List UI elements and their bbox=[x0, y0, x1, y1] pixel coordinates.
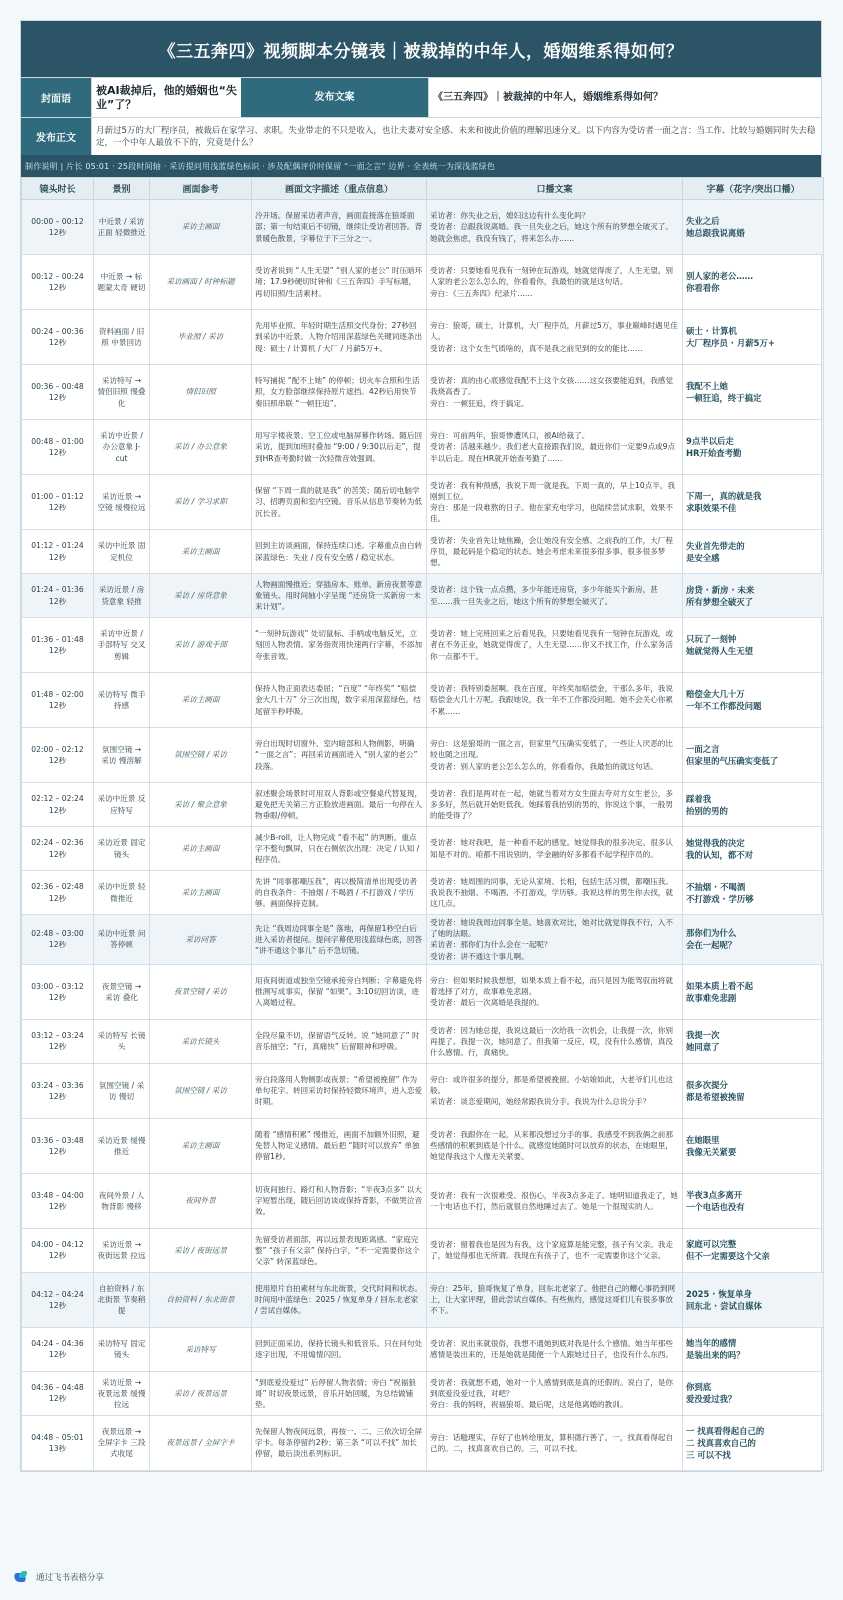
header-sub: 字幕（花字/突出口播） bbox=[683, 178, 824, 200]
cell-time[interactable]: 01:36 – 01:48 12秒 bbox=[22, 618, 94, 673]
header-desc: 画面文字描述（重点信息） bbox=[252, 178, 427, 200]
table-row[interactable] bbox=[22, 783, 824, 827]
cell-voice[interactable]: 受访者：她上完班回来之后看见我，只要她看见我有一刻钟在玩游戏，或者在不务正业，她就觉得废了，人生无望……你又不找工作，什么家务活你一点都不干。 bbox=[427, 618, 683, 673]
cell-sub[interactable]: 那你们为什么 会在一起呢？ bbox=[683, 915, 824, 965]
table-row[interactable] bbox=[22, 1371, 824, 1415]
cell-shot[interactable]: 中近景 / 采访正面 轻微推近 bbox=[94, 200, 150, 255]
cell-desc[interactable]: 旁白段落用人物侧影或夜景；“希望被挽留” 作为单句花字。转回采访时保持轻微环境声，进入恋爱时期。 bbox=[252, 1063, 427, 1118]
cell-time[interactable]: 00:12 – 00:24 12秒 bbox=[22, 255, 94, 310]
table-row[interactable] bbox=[22, 1415, 824, 1470]
cell-sub[interactable]: 你到底 爱没爱过我？ bbox=[683, 1371, 824, 1415]
footer-text: 通过飞书表格分享 bbox=[36, 1573, 105, 1583]
cell-ref[interactable]: 氛围空镜 / 采访 bbox=[150, 728, 252, 783]
cell-desc[interactable]: 回到正面采访，保持长镜头和低音乐。只在问句处逐字出现，不用煽情闪回。 bbox=[252, 1327, 427, 1371]
cell-sub[interactable]: 下周一，真的就是我 求职效果不佳 bbox=[683, 475, 824, 530]
cell-time[interactable]: 04:24 – 04:36 12秒 bbox=[22, 1327, 94, 1371]
footer[interactable] bbox=[14, 1570, 104, 1584]
cell-sub[interactable]: 9点半以后走 HR开始查考勤 bbox=[683, 420, 824, 475]
cell-shot[interactable]: 采访近景 固定镜头 bbox=[94, 827, 150, 871]
cell-sub[interactable]: 在她眼里 我像无关紧要 bbox=[683, 1118, 824, 1173]
table-row[interactable] bbox=[22, 200, 824, 255]
meta-row-body bbox=[21, 117, 821, 155]
cell-time[interactable]: 01:00 – 01:12 12秒 bbox=[22, 475, 94, 530]
cell-voice[interactable]: 受访者：我有种预感，我说下周一就是我。下周一真的，早上10点半，我刚到工位。 旁白：那是一段难熬的日子。他在家充电学习，也陆续尝试求职，效果不佳。 bbox=[427, 475, 683, 530]
cell-time[interactable]: 02:48 – 03:00 12秒 bbox=[22, 915, 94, 965]
cell-desc[interactable]: 随着 “感情积累” 慢推近，画面不加额外旧照，避免替人物定义感情。最后把 “随时可以放弃” 单独停留1秒。 bbox=[252, 1118, 427, 1173]
cell-shot[interactable]: 采访特写 → 情侣旧照 慢叠化 bbox=[94, 365, 150, 420]
cell-shot[interactable]: 自拍资料 / 东北街景 节奏稍提 bbox=[94, 1272, 150, 1327]
cell-voice[interactable]: 受访者：我就想不通，她对一个人感情到底是真的还假的。说白了，是你到底爱没爱过我，对吧？ 旁白：我的妈呀，祝福狼哥。最后呢，这是他离婚的教训。 bbox=[427, 1371, 683, 1415]
cell-shot[interactable]: 采访近景 → 空镜 缓慢拉远 bbox=[94, 475, 150, 530]
cell-shot[interactable]: 采访中近景 问答停顿 bbox=[94, 915, 150, 965]
cell-sub[interactable]: 半夜3点多离开 一个电话也没有 bbox=[683, 1173, 824, 1228]
cell-ref[interactable]: 采访主画面 bbox=[150, 530, 252, 574]
cell-ref[interactable]: 采访主画面 bbox=[150, 827, 252, 871]
body-text[interactable]: 月薪过5万的大厂程序员，被裁后在家学习、求职。失业带走的不只是收入，也让夫妻对安全感、未来和彼此价值的理解迅速分叉。以下内容为受访者一面之言：当工作、比较与婚姻同时失去稳定，一个中年人最放不下的，究竟是什么？ bbox=[91, 118, 821, 155]
cell-desc[interactable]: 受访者说到 “人生无望” “别人家的老公” 时压暗环境；17.9秒硬切时钟和《三五奔四》手写标题，再切旧照/生活素材。 bbox=[252, 255, 427, 310]
cell-shot[interactable]: 夜景远景 → 全屏字卡 三段式收尾 bbox=[94, 1415, 150, 1470]
cell-voice[interactable]: 受访者：她对我吧，是一种看不起的感觉。她觉得我的很多决定、很多认知是不对的。咱都不用说别的，学金融的好多都看不起学程序员的。 bbox=[427, 827, 683, 871]
cell-time[interactable]: 03:00 – 03:12 12秒 bbox=[22, 964, 94, 1019]
cell-shot[interactable]: 采访中近景 / 手部特写 交叉剪辑 bbox=[94, 618, 150, 673]
cell-ref[interactable]: 采访特写 bbox=[150, 1327, 252, 1371]
header-ref: 画面参考 bbox=[150, 178, 252, 200]
cell-shot[interactable]: 夜景空镜 → 采访 叠化 bbox=[94, 964, 150, 1019]
table-row[interactable] bbox=[22, 1118, 824, 1173]
cell-shot[interactable]: 氛围空镜 → 采访 慢溶解 bbox=[94, 728, 150, 783]
cell-time[interactable]: 00:36 – 00:48 12秒 bbox=[22, 365, 94, 420]
cell-voice[interactable]: 受访者：我们是两对在一起，她就当着对方女生面去夸对方女生老公，多多多好，然后就开始贬低我。她踩着我抬别的男的，你说这个事，一般男的能受得了？ bbox=[427, 783, 683, 827]
production-notes: 制作说明 | 片长 05:01 · 25段时间轴 · 采访提问用浅蓝绿色标识 · 涉及配偶评价时保留 “一面之言” 边界 · 全表统一为深浅蓝绿色 bbox=[21, 155, 821, 177]
cover-label: 封面语 bbox=[21, 78, 91, 117]
cell-shot[interactable]: 资料画面 / 旧照 中景回访 bbox=[94, 310, 150, 365]
cell-time[interactable]: 00:24 – 00:36 12秒 bbox=[22, 310, 94, 365]
cell-desc[interactable]: 全段尽量不切，保留语气反转。说 “她同意了” 时音乐抽空；“行，真痛快” 后留眼神和呼吸。 bbox=[252, 1019, 427, 1063]
cell-sub[interactable]: 房贷 · 新房 · 未来 所有梦想全破灭了 bbox=[683, 574, 824, 618]
cell-shot[interactable]: 采访中近景 轻微推近 bbox=[94, 871, 150, 915]
storyboard-table bbox=[21, 177, 824, 1471]
table-row[interactable] bbox=[22, 365, 824, 420]
cell-shot[interactable]: 采访特写 固定镜头 bbox=[94, 1327, 150, 1371]
table-row[interactable] bbox=[22, 530, 824, 574]
cell-ref[interactable]: 采访问答 bbox=[150, 915, 252, 965]
cell-sub[interactable]: 别人家的老公…… 你看看你 bbox=[683, 255, 824, 310]
table-row[interactable] bbox=[22, 420, 824, 475]
cell-ref[interactable]: 采访 / 游戏手部 bbox=[150, 618, 252, 673]
cell-sub[interactable]: 硕士 · 计算机 大厂程序员 · 月薪5万+ bbox=[683, 310, 824, 365]
table-row[interactable] bbox=[22, 1272, 824, 1327]
table-row[interactable] bbox=[22, 574, 824, 618]
cell-ref[interactable]: 采访 / 夜景远景 bbox=[150, 1371, 252, 1415]
cell-sub[interactable]: 一 找真看得起自己的 二 找真喜欢自己的 三 可以不找 bbox=[683, 1415, 824, 1470]
cell-shot[interactable]: 中近景 → 标题蒙太奇 硬切 bbox=[94, 255, 150, 310]
cell-ref[interactable]: 采访主画面 bbox=[150, 673, 252, 728]
cell-sub[interactable]: 只玩了一刻钟 她就觉得人生无望 bbox=[683, 618, 824, 673]
body-label: 发布正文 bbox=[21, 118, 91, 155]
cover-text[interactable]: 被AI裁掉后，他的婚姻也“失业”了？ bbox=[91, 78, 241, 117]
cell-time[interactable]: 03:36 – 03:48 12秒 bbox=[22, 1118, 94, 1173]
table-row[interactable] bbox=[22, 871, 824, 915]
cell-ref[interactable]: 夜景空镜 / 采访 bbox=[150, 964, 252, 1019]
cell-voice[interactable]: 旁白：这是狼哥的一面之言，但家里气压确实变低了，一些让人厌恶的比较也随之出现。 受访者：别人家的老公怎么怎么的，你看看你，我最怕的就这句话。 bbox=[427, 728, 683, 783]
page-title: 《三五奔四》视频脚本分镜表｜被裁掉的中年人，婚姻维系得如何？ bbox=[21, 21, 821, 77]
cell-ref[interactable]: 采访 / 学习求职 bbox=[150, 475, 252, 530]
header-shot: 景别 bbox=[94, 178, 150, 200]
cell-sub[interactable]: 我提一次 她同意了 bbox=[683, 1019, 824, 1063]
cell-ref[interactable]: 采访 / 房贷意象 bbox=[150, 574, 252, 618]
cell-sub[interactable]: 失业之后 她总跟我说离婚 bbox=[683, 200, 824, 255]
table-row[interactable] bbox=[22, 915, 824, 965]
cell-shot[interactable]: 采访近景 缓慢推近 bbox=[94, 1118, 150, 1173]
cell-time[interactable]: 00:00 – 00:12 12秒 bbox=[22, 200, 94, 255]
cell-sub[interactable]: 一面之言 但家里的气压确实变低了 bbox=[683, 728, 824, 783]
cell-sub[interactable]: 失业首先带走的 是安全感 bbox=[683, 530, 824, 574]
cell-voice[interactable]: 受访者：我特别委屈啊。我在百度，年终奖加赔偿金，干那么多年，我说赔偿金大几十万呢。我跟她说，我一年不工作都没问题。她不会关心你累不累…… bbox=[427, 673, 683, 728]
cell-shot[interactable]: 氛围空镜 / 采访 慢切 bbox=[94, 1063, 150, 1118]
cell-shot[interactable]: 采访中近景 固定机位 bbox=[94, 530, 150, 574]
table-row[interactable] bbox=[22, 673, 824, 728]
header-voice: 口播文案 bbox=[427, 178, 683, 200]
table-row[interactable] bbox=[22, 618, 824, 673]
cell-voice[interactable]: 旁白：25年，狼哥恢复了单身，回东北老家了。他把自己的糟心事扔到网上，让大家评理，借此尝试自媒体。有些焦灼，感觉这哥们儿有很多事放不下。 bbox=[427, 1272, 683, 1327]
cell-desc[interactable]: “到底爱没爱过” 后停留人物表情；旁白 “祝福狼哥” 时切夜景远景，音乐开始回暖，为总结做铺垫。 bbox=[252, 1371, 427, 1415]
table-row[interactable] bbox=[22, 1228, 824, 1272]
cell-voice[interactable]: 受访者：她说我周边同事全是。她喜欢对比，她对比就觉得我不行，入不了她的法眼。 采访者：那你们为什么会在一起呢？ 受访者：讲不通这个事儿啊。 bbox=[427, 915, 683, 965]
cell-voice[interactable]: 旁白：可前两年，狼哥惨遭风口，被AI给裁了。 受访者：活越来越少。我们老大直接跟我们说，最近你们一定要9点或9点半以后走。现在HR就开始查考勤了…… bbox=[427, 420, 683, 475]
cell-sub[interactable]: 她觉得我的决定 我的认知，都不对 bbox=[683, 827, 824, 871]
table-row[interactable] bbox=[22, 827, 824, 871]
cell-voice[interactable]: 采访者：你失业之后，媳妇这边有什么变化吗？ 受访者：总跟我说离婚。我一旦失业之后，她这个所有的梦想全破灭了。她就会焦虑，我没有钱了，将来怎么办…… bbox=[427, 200, 683, 255]
cell-desc[interactable]: 切夜间独行、路灯和人物背影；“半夜3点多” 以大字短暂出现，随后回访谈或保持背影，不做哭泣音效。 bbox=[252, 1173, 427, 1228]
cell-sub[interactable]: 不抽烟 · 不喝酒 不打游戏 · 学历够 bbox=[683, 871, 824, 915]
table-header-row bbox=[22, 178, 824, 200]
cell-voice[interactable]: 旁白：狼哥，硕士，计算机，大厂程序员，月薪过5万，事业巅峰时遇见佳人。 受访者：这个女生气质啥的，真不是我之前见到的女的能比…… bbox=[427, 310, 683, 365]
table-row[interactable] bbox=[22, 1063, 824, 1118]
cell-time[interactable]: 04:48 – 05:01 13秒 bbox=[22, 1415, 94, 1470]
cell-ref[interactable]: 采访 / 聚会意象 bbox=[150, 783, 252, 827]
cell-desc[interactable]: 保留 “下周一真的就是我” 的苦笑；随后切电脑学习、招聘页面和室内空镜。音乐从信息节奏转为低沉长音。 bbox=[252, 475, 427, 530]
cell-desc[interactable]: 减少B-roll，让人物完成 “看不起” 的判断。重点字不整句飘屏，只在右侧依次出现：决定 / 认知 / 程序员。 bbox=[252, 827, 427, 871]
cell-time[interactable]: 02:24 – 02:36 12秒 bbox=[22, 827, 94, 871]
cell-ref[interactable]: 采访主画面 bbox=[150, 871, 252, 915]
cell-ref[interactable]: 采访主画面 bbox=[150, 1118, 252, 1173]
cell-voice[interactable]: 旁白：话糙理实，存好了也转给朋友，算积德行善了。一，找真看得起自己的。二，找真喜欢自己的。三，可以不找。 bbox=[427, 1415, 683, 1470]
cell-ref[interactable]: 采访长镜头 bbox=[150, 1019, 252, 1063]
cell-shot[interactable]: 采访特写 长镜头 bbox=[94, 1019, 150, 1063]
cell-time[interactable]: 01:12 – 01:24 12秒 bbox=[22, 530, 94, 574]
cell-voice[interactable]: 旁白：但如果时候我想想，如果本质上看不起，而只是因为能驾驭而将就着选择了对方，故事难免悲剧。 受访者：最后一次离婚是我提的。 bbox=[427, 964, 683, 1019]
cell-desc[interactable]: 使用原片自拍素材与东北街景，交代时间和状态。时间用中蓝绿色：2025 / 恢复单身 / 回东北老家 / 尝试自媒体。 bbox=[252, 1272, 427, 1327]
cell-desc[interactable]: 旁白出现时切窗外、室内暗部和人物侧影，明确 “一面之言”；再回采访画面进入 “别人家的老公” 段落。 bbox=[252, 728, 427, 783]
cell-voice[interactable]: 受访者：我有一次很难受、很伤心，半夜3点多走了。她明知道我走了，她一个电话也不打，然后就很自然地睡过去了。她是一个很现实的人。 bbox=[427, 1173, 683, 1228]
cell-desc[interactable]: 回到主访谈画面，保持连续口述。字幕重点由白转深蓝绿色：失业 / 没有安全感 / 稳定状态。 bbox=[252, 530, 427, 574]
cell-voice[interactable]: 受访者：说出来就很俗，我想不通她到底对我是什么个感情。她当年那些感情是装出来的，还是她就是随便一个人跟她过日子，也没有什么东西。 bbox=[427, 1327, 683, 1371]
cell-desc[interactable]: 先讲 “同事都嘲压我”，再以极简清单出现受访者的自我条件：不抽烟 / 不喝酒 / 不打游戏 / 学历够。画面保持克制。 bbox=[252, 871, 427, 915]
cell-desc[interactable]: 先让 “我周边同事全是” 落地，再保留1秒空白后进入采访者提问。提问字幕使用浅蓝绿色底，回答 “讲不通这个事儿” 后不急切镜。 bbox=[252, 915, 427, 965]
cell-desc[interactable]: 先保留人物夜间远景，再按一、二、三依次切全屏字卡。每条停留约2秒；第三条 “可以不找” 加长停留，最后淡出系列标识。 bbox=[252, 1415, 427, 1470]
cell-shot[interactable]: 采访近景 → 夜景远景 缓慢拉远 bbox=[94, 1371, 150, 1415]
cell-shot[interactable]: 采访中近景 / 办公意象 J-cut bbox=[94, 420, 150, 475]
table-row[interactable] bbox=[22, 475, 824, 530]
cell-desc[interactable]: 用写字楼夜景、空工位或电脑屏幕作转场。随后回采访，提到加班时叠加 “9:00 / 9:30以后走”，提到HR查考勤时做一次轻微音效强调。 bbox=[252, 420, 427, 475]
cell-ref[interactable]: 毕业照 / 采访 bbox=[150, 310, 252, 365]
cell-ref[interactable]: 采访 / 夜街远景 bbox=[150, 1228, 252, 1272]
cell-time[interactable]: 02:36 – 02:48 12秒 bbox=[22, 871, 94, 915]
cell-time[interactable]: 03:48 – 04:00 12秒 bbox=[22, 1173, 94, 1228]
post-label: 发布文案 bbox=[241, 78, 428, 117]
cell-time[interactable]: 02:12 – 02:24 12秒 bbox=[22, 783, 94, 827]
feishu-logo-icon bbox=[14, 1570, 28, 1584]
cell-voice[interactable]: 受访者：失业首先让她焦躁，会让她没有安全感。之前我的工作，大厂程序员，最起码是个稳定的状态。她会考虑未来很多很多事、很多很多梦想。 bbox=[427, 530, 683, 574]
meta-row-cover bbox=[21, 77, 821, 117]
cell-shot[interactable]: 采访近景 → 夜街远景 拉远 bbox=[94, 1228, 150, 1272]
cell-desc[interactable]: 先留受访者面部，再以远景表现距离感。“家庭完整” “孩子有父亲” 保持白字，“不一定需要你这个父亲” 转深蓝绿色。 bbox=[252, 1228, 427, 1272]
cell-ref[interactable]: 夜间外景 bbox=[150, 1173, 252, 1228]
cell-desc[interactable]: 先用毕业照、年轻时期生活照交代身份；27秒回到采访中近景。人物介绍用深蓝绿色关键词逐条出现：硕士 / 计算机 / 大厂 / 月薪5万+。 bbox=[252, 310, 427, 365]
cell-time[interactable]: 02:00 – 02:12 12秒 bbox=[22, 728, 94, 783]
cell-desc[interactable]: 人物画面慢推近；穿插房本、账单、新房夜景等意象镜头。用时间轴小字呈现 “还房贷一买新房一未来计划”。 bbox=[252, 574, 427, 618]
cell-desc[interactable]: 用夜间街道或独坐空镜承接旁白判断；字幕避免将推测写成事实，保留 “如果”。3:10切回访谈，进入离婚过程。 bbox=[252, 964, 427, 1019]
storyboard-sheet bbox=[20, 20, 822, 1472]
cell-ref[interactable]: 采访 / 办公意象 bbox=[150, 420, 252, 475]
cell-sub[interactable]: 她当年的感情 是装出来的吗？ bbox=[683, 1327, 824, 1371]
cell-shot[interactable]: 采访中近景 反应特写 bbox=[94, 783, 150, 827]
cell-ref[interactable]: 氛围空镜 / 采访 bbox=[150, 1063, 252, 1118]
cell-ref[interactable]: 自拍资料 / 东北街景 bbox=[150, 1272, 252, 1327]
cell-desc[interactable]: “一刻钟玩游戏” 处切鼠标、手柄或电脑反光，立刻回人物表情。家务指责用快速两行字幕，不添加夸张音效。 bbox=[252, 618, 427, 673]
cell-desc[interactable]: 特写捕捉 “配不上她” 的停顿；切火车合照和生活照，女方脸部继续保持原片遮挡。42秒后用快节奏旧照串联 “一顿狂追”。 bbox=[252, 365, 427, 420]
cell-ref[interactable]: 情侣旧照 bbox=[150, 365, 252, 420]
cell-sub[interactable]: 家庭可以完整 但不一定需要这个父亲 bbox=[683, 1228, 824, 1272]
table-row[interactable] bbox=[22, 1019, 824, 1063]
cell-time[interactable]: 04:36 – 04:48 12秒 bbox=[22, 1371, 94, 1415]
cell-time[interactable]: 03:12 – 03:24 12秒 bbox=[22, 1019, 94, 1063]
header-time: 镜头时长 bbox=[22, 178, 94, 200]
table-row[interactable] bbox=[22, 728, 824, 783]
cell-shot[interactable]: 夜间外景 / 人物背影 慢移 bbox=[94, 1173, 150, 1228]
cell-voice[interactable]: 受访者：留着我也是因为有我，这个家庭算是能完整，孩子有父亲。我走了，她觉得那也无所谓。我现在有孩子了，也不一定需要你这个父亲。 bbox=[427, 1228, 683, 1272]
cell-sub[interactable]: 踩着我 抬别的男的 bbox=[683, 783, 824, 827]
cell-time[interactable]: 03:24 – 03:36 12秒 bbox=[22, 1063, 94, 1118]
cell-sub[interactable]: 如果本质上看不起 故事难免悲剧 bbox=[683, 964, 824, 1019]
table-row[interactable] bbox=[22, 310, 824, 365]
cell-voice[interactable]: 旁白：或许很多的提分，都是希望被挽留。小姑娘如此，大老爷们儿也这般。 采访者：谈恋爱期间，她经常跟我说分手。我说为什么总说分手？ bbox=[427, 1063, 683, 1118]
cell-sub[interactable]: 2025 · 恢复单身 回东北 · 尝试自媒体 bbox=[683, 1272, 824, 1327]
cell-ref[interactable]: 采访主画面 bbox=[150, 200, 252, 255]
cell-shot[interactable]: 采访近景 / 房贷意象 轻推 bbox=[94, 574, 150, 618]
table-body bbox=[22, 200, 824, 1471]
cell-desc[interactable]: 冷开场。保留采访者声音，画面直接落在狼哥面部；第一句结束后不切镜，继续让受访者回答。背景暖色散景，字幕位于下三分之一。 bbox=[252, 200, 427, 255]
cell-ref[interactable]: 夜景远景 / 全屏字卡 bbox=[150, 1415, 252, 1470]
table-row[interactable] bbox=[22, 1327, 824, 1371]
cell-desc[interactable]: 保持人物正面表达委屈；“百度” “年终奖” “赔偿金大几十万” 分三次出现，数字采用深蓝绿色。结尾留半秒呼吸。 bbox=[252, 673, 427, 728]
cell-voice[interactable]: 受访者：她周围的同事，无论从家境、长相，包括生活习惯，都嘲压我。我说我不抽烟、不喝酒、不打游戏，学历够。我说这样的男生你去找，就这几点。 bbox=[427, 871, 683, 915]
cell-voice[interactable]: 受访者：因为她总提，我说这最后一次给我一次机会，让我提一次，你别再提了。我提一次，她同意了。但我第一反应，哎，没有什么感情，真没什么感情。行，真痛快。 bbox=[427, 1019, 683, 1063]
cell-voice[interactable]: 受访者：这个钱一点点攒，多少年能还房贷，多少年能买个新房，甚至……我一旦失业之后，她这个所有的梦想全破灭了。 bbox=[427, 574, 683, 618]
cell-voice[interactable]: 受访者：我跟你在一起，从来都没想过分手的事。我感受不到我俩之前那些感情的积累到底是个什么。就感觉她随时可以放弃的状态，在她眼里，她觉得我这个人像无关紧要。 bbox=[427, 1118, 683, 1173]
cell-ref[interactable]: 采访画面 / 时钟标题 bbox=[150, 255, 252, 310]
post-text[interactable]: 《三五奔四》｜被裁掉的中年人，婚姻维系得如何？ bbox=[428, 78, 821, 117]
cell-voice[interactable]: 受访者：真的由心底感觉我配不上这个女孩……这女孩要能追到，我感觉我烧高香了。 旁白：一顿狂追，终于搞定。 bbox=[427, 365, 683, 420]
cell-time[interactable]: 01:48 – 02:00 12秒 bbox=[22, 673, 94, 728]
cell-sub[interactable]: 我配不上她 一顿狂追，终于搞定 bbox=[683, 365, 824, 420]
table-row[interactable] bbox=[22, 255, 824, 310]
table-row[interactable] bbox=[22, 1173, 824, 1228]
cell-time[interactable]: 04:00 – 04:12 12秒 bbox=[22, 1228, 94, 1272]
cell-time[interactable]: 01:24 – 01:36 12秒 bbox=[22, 574, 94, 618]
cell-time[interactable]: 00:48 – 01:00 12秒 bbox=[22, 420, 94, 475]
cell-voice[interactable]: 受访者：只要她看见我有一刻钟在玩游戏，她就觉得废了，人生无望。别人家的老公怎么怎么的，你看看你，我最怕的就是这句话。 旁白：《三五奔四》纪录片…… bbox=[427, 255, 683, 310]
cell-sub[interactable]: 赔偿金大几十万 一年不工作都没问题 bbox=[683, 673, 824, 728]
table-row[interactable] bbox=[22, 964, 824, 1019]
cell-time[interactable]: 04:12 – 04:24 12秒 bbox=[22, 1272, 94, 1327]
cell-desc[interactable]: 叙述聚会场景时可用双人背影或空餐桌代替复现，避免把无关第三方正脸放进画面。最后一句停在人物垂眼/停顿。 bbox=[252, 783, 427, 827]
cell-shot[interactable]: 采访特写 微手持感 bbox=[94, 673, 150, 728]
cell-sub[interactable]: 很多次提分 都是希望被挽留 bbox=[683, 1063, 824, 1118]
